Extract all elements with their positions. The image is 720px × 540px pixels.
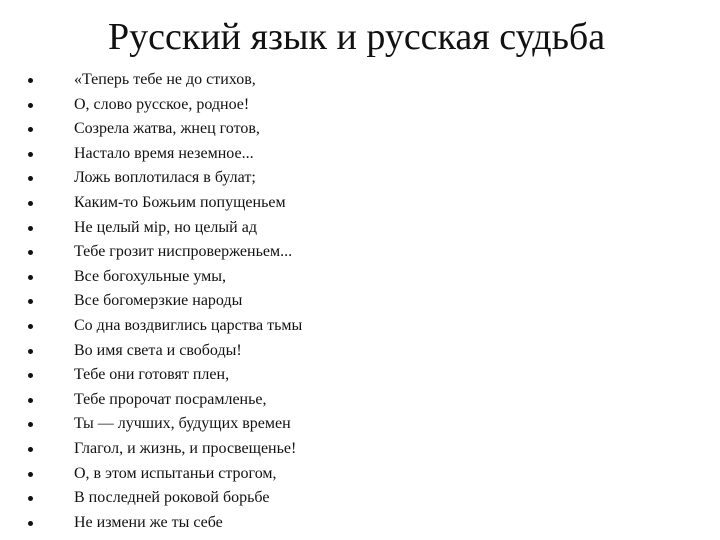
bullet-icon <box>28 78 33 83</box>
slide-title: Русский язык и русская судьба <box>108 16 606 58</box>
poem-line-text: Тебе грозит ниспроверженьем... <box>74 243 293 261</box>
bullet-icon <box>28 226 33 231</box>
poem-line-text: Не целый мір, но целый ад <box>74 218 257 236</box>
bullet-icon <box>28 521 33 526</box>
bullet-icon <box>28 176 33 181</box>
bullet-icon <box>28 299 33 304</box>
bullet-icon <box>28 201 33 206</box>
poem-line-text: О, в этом испытаньи строгом, <box>74 464 277 482</box>
poem-line-text: Во имя света и свободы! <box>74 341 242 359</box>
poem-line <box>28 363 302 388</box>
poem-line-text: О, слово русское, родное! <box>74 95 250 113</box>
poem-line-text: Все богохульные умы, <box>74 267 227 285</box>
poem-line <box>28 486 302 511</box>
bullet-icon <box>28 422 33 427</box>
poem-line <box>28 166 302 191</box>
bullet-icon <box>28 250 33 255</box>
poem-line-text: В последней роковой борьбе <box>74 489 270 507</box>
poem-line <box>28 388 302 413</box>
poem-line <box>28 240 302 265</box>
poem-line-text: Созрела жатва, жнец готов, <box>74 120 260 138</box>
bullet-icon <box>28 349 33 354</box>
poem-line-text: Настало время неземное... <box>74 144 254 162</box>
poem-line <box>28 216 302 241</box>
poem-line <box>28 265 302 290</box>
poem-line <box>28 142 302 167</box>
poem-line <box>28 191 302 216</box>
poem-line <box>28 117 302 142</box>
poem-line-text: «Теперь тебе не до стихов, <box>74 71 256 88</box>
poem-list <box>28 68 302 535</box>
bullet-icon <box>28 447 33 452</box>
poem-line <box>28 289 302 314</box>
bullet-icon <box>28 472 33 477</box>
bullet-icon <box>28 103 33 108</box>
bullet-icon <box>28 373 33 378</box>
bullet-icon <box>28 496 33 501</box>
poem-line <box>28 462 302 487</box>
poem-line-text: Тебе они готовят плен, <box>74 366 230 384</box>
poem-line-text: Каким-то Божьим попущеньем <box>74 193 286 211</box>
bullet-icon <box>28 152 33 157</box>
bullet-icon <box>28 275 33 280</box>
poem-line <box>28 511 302 536</box>
poem-line-text: Со дна воздвиглись царства тьмы <box>74 316 303 334</box>
poem-line-text: Тебе пророчат посрамленье, <box>74 390 267 408</box>
poem-line <box>28 412 302 437</box>
poem-line-text: Ты — лучших, будущих времен <box>74 415 291 433</box>
poem-line <box>28 339 302 364</box>
poem-line-text: Все богомерзкие народы <box>74 292 243 310</box>
bullet-icon <box>28 398 33 403</box>
poem-line <box>28 314 302 339</box>
poem-line-text: Не измени же ты себе <box>74 513 223 531</box>
poem-line <box>28 93 302 118</box>
poem-line <box>28 68 302 93</box>
poem-line <box>28 437 302 462</box>
poem-line-text: Ложь воплотилася в булат; <box>74 169 256 187</box>
bullet-icon <box>28 127 33 132</box>
bullet-icon <box>28 324 33 329</box>
poem-line-text: Глагол, и жизнь, и просвещенье! <box>74 439 297 457</box>
